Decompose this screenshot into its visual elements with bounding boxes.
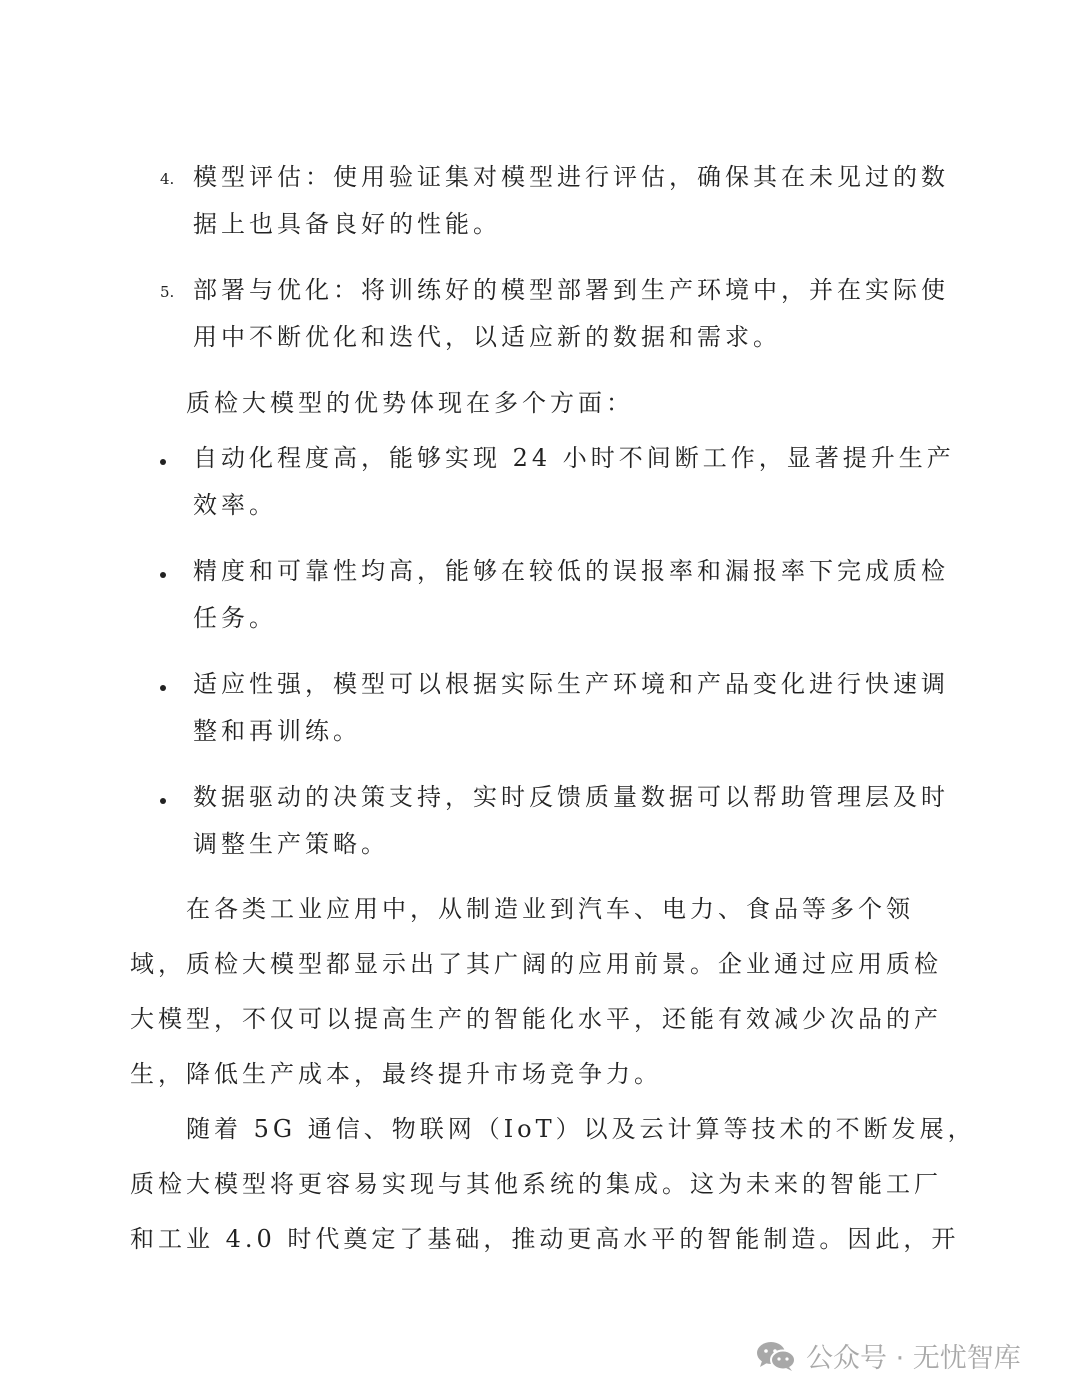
list-number: 4. [160,170,175,188]
paragraph-line: 生，降低生产成本，最终提升市场竞争力。 [130,1060,662,1088]
watermark [756,1336,1021,1375]
bullet-line: 自动化程度高，能够实现 24 小时不间断工作，显著提升生产 [193,444,955,472]
list-item-line: 部署与优化：将训练好的模型部署到生产环境中，并在实际使 [193,276,949,304]
bullet-line: 数据驱动的决策支持，实时反馈质量数据可以帮助管理层及时 [193,783,949,811]
paragraph-line: 大模型，不仅可以提高生产的智能化水平，还能有效减少次品的产 [130,1005,942,1033]
bullet-dot [160,459,166,465]
bullet-line: 精度和可靠性均高，能够在较低的误报率和漏报率下完成质检 [193,557,949,585]
bullet-line: 任务。 [193,604,277,632]
bullet-line: 调整生产策略。 [193,830,389,858]
bullet-line: 整和再训练。 [193,717,361,745]
list-item-line: 据上也具备良好的性能。 [193,210,501,238]
bullet-dot [160,572,166,578]
paragraph-line: 在各类工业应用中，从制造业到汽车、电力、食品等多个领 [186,895,914,923]
watermark-text: 公众号 · 无忧智库 [806,1343,1021,1374]
list-item-line: 用中不断优化和迭代，以适应新的数据和需求。 [193,323,781,351]
bullet-line: 适应性强，模型可以根据实际生产环境和产品变化进行快速调 [193,670,949,698]
wechat-icon [756,1340,796,1372]
paragraph-line: 质检大模型将更容易实现与其他系统的集成。这为未来的智能工厂 [130,1170,942,1198]
list-item-line: 模型评估：使用验证集对模型进行评估，确保其在未见过的数 [193,163,949,191]
bullet-dot [160,685,166,691]
paragraph-line: 和工业 4.0 时代奠定了基础，推动更高水平的智能制造。因此，开 [130,1225,960,1253]
bullet-dot [160,798,166,804]
paragraph-line: 域，质检大模型都显示出了其广阔的应用前景。企业通过应用质检 [130,950,942,978]
list-number: 5. [160,283,175,301]
paragraph-line: 随着 5G 通信、物联网（IoT）以及云计算等技术的不断发展， [186,1115,976,1143]
intro-text: 质检大模型的优势体现在多个方面： [186,389,634,417]
bullet-line: 效率。 [193,491,277,519]
